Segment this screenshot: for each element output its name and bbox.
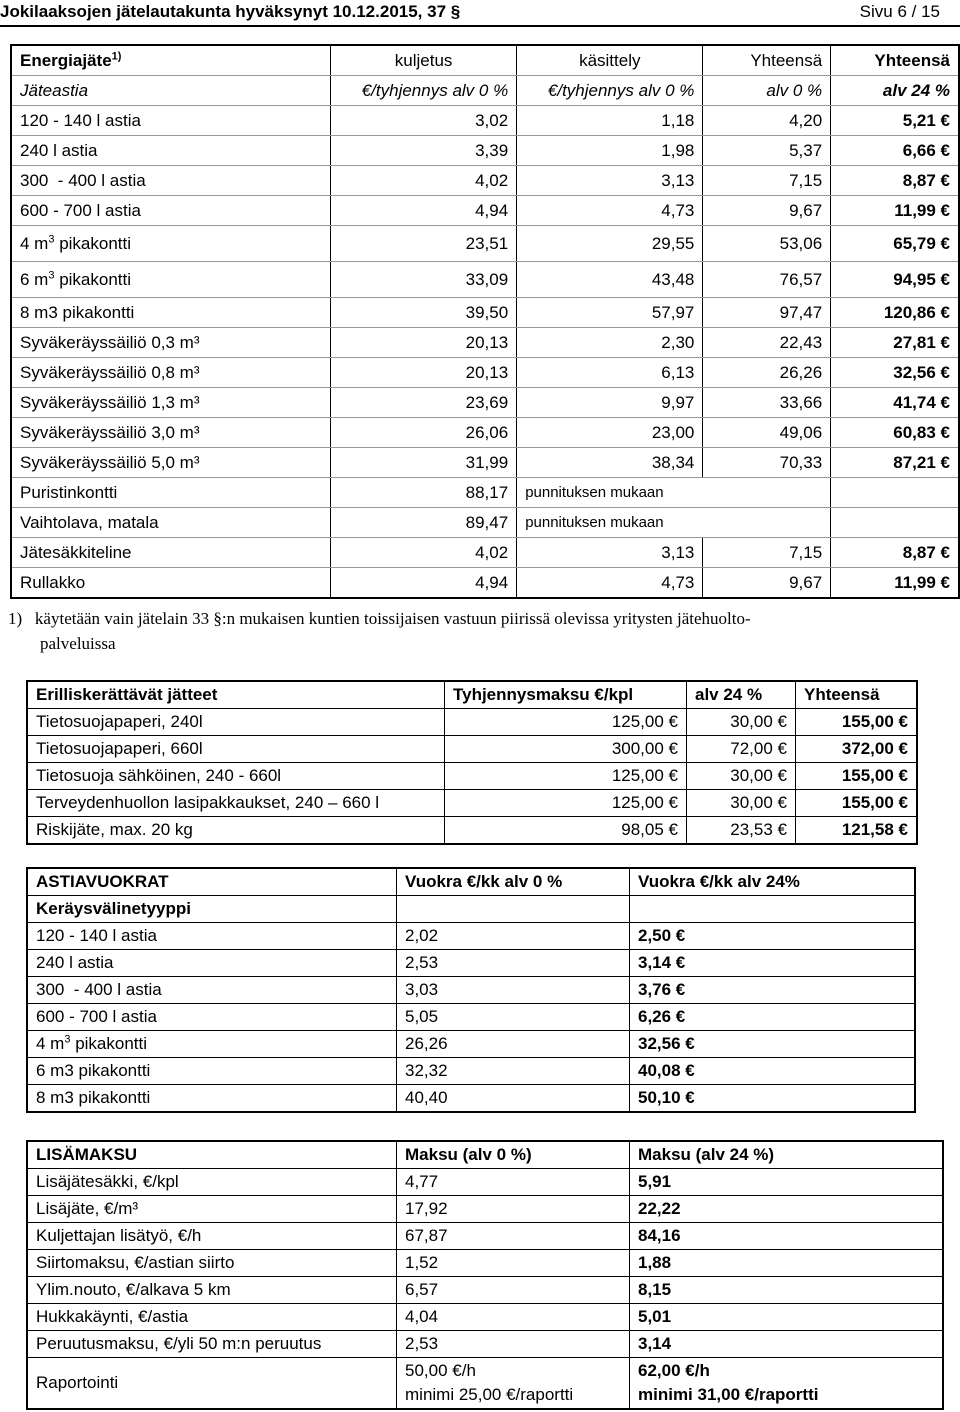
cell: 23,51 [331,226,517,262]
cell: 6,26 € [630,1004,916,1031]
energy-waste-table [10,44,960,599]
cell: 29,55 [517,226,703,262]
cell: 50,10 € [630,1085,916,1113]
table-row [27,1085,915,1113]
cell: 6,66 € [831,136,959,166]
column-header: Yhteensä [703,45,831,76]
table-row [11,196,959,226]
table-row [27,1358,943,1410]
column-header: käsittely [517,45,703,76]
cell [630,896,916,923]
table-row [27,1304,943,1331]
cell: 26,26 [703,358,831,388]
cell: 5,37 [703,136,831,166]
cell: 76,57 [703,262,831,298]
cell: 98,05 € [445,817,687,845]
row-label: 300 - 400 l astia [27,977,397,1004]
cell: 4,02 [331,538,517,568]
row-label: Ylim.nouto, €/alkava 5 km [27,1277,397,1304]
footnote [8,606,938,656]
cell: 2,53 [397,950,630,977]
cell: 5,05 [397,1004,630,1031]
column-header: ASTIAVUOKRAT [27,868,397,896]
cell: 3,14 € [630,950,916,977]
footnote-number: 1) [8,609,23,628]
column-header: LISÄMAKSU [27,1141,397,1169]
column-header: €/tyhjennys alv 0 % [517,76,703,106]
cell: 155,00 € [796,763,918,790]
subheader-label: Keräysvälinetyyppi [27,896,397,923]
row-label: Puristinkontti [11,478,331,508]
cell: 97,47 [703,298,831,328]
cell: 155,00 € [796,790,918,817]
row-label: Syväkeräyssäiliö 0,3 m³ [11,328,331,358]
cell: 1,52 [397,1250,630,1277]
cell: 121,58 € [796,817,918,845]
cell: 6,13 [517,358,703,388]
cell: 26,06 [331,418,517,448]
row-label: 6 $m^3$ pikakontti [11,262,331,298]
table-row [11,136,959,166]
table-row [11,568,959,599]
table-row [27,1031,915,1058]
cell: 3,03 [397,977,630,1004]
row-label: Kuljettajan lisätyö, €/h [27,1223,397,1250]
cell: 30,00 € [687,709,796,736]
cell: 22,43 [703,328,831,358]
row-label: Riskijäte, max. 20 kg [27,817,445,845]
footnote-text-continued: palveluissa [40,634,116,653]
column-header: kuljetus [331,45,517,76]
cell: 4,02 [331,166,517,196]
column-header: Energiajäte$^{1)}$ [11,45,331,76]
cell: 3,13 [517,538,703,568]
row-label: 4 $m^3$ pikakontti [27,1031,397,1058]
row-label: Syväkeräyssäiliö 5,0 m³ [11,448,331,478]
cell: 125,00 € [445,763,687,790]
row-label: Syväkeräyssäiliö 1,3 m³ [11,388,331,418]
cell: 26,26 [397,1031,630,1058]
row-label: Syväkeräyssäiliö 3,0 m³ [11,418,331,448]
table-row [27,736,917,763]
table-row [27,1058,915,1085]
cell [397,1358,630,1410]
column-header: alv 24 % [831,76,959,106]
row-label: 8 m3 pikakontti [11,298,331,328]
cell: 67,87 [397,1223,630,1250]
cell: 31,99 [331,448,517,478]
table-row [11,358,959,388]
cell: 8,15 [630,1277,944,1304]
cell: 23,69 [331,388,517,418]
row-label: Lisäjäte, €/m³ [27,1196,397,1223]
cell [831,508,959,538]
table-row [11,298,959,328]
column-header: Vuokra €/kk alv 0 % [397,868,630,896]
cell: 11,99 € [831,196,959,226]
table-row [27,790,917,817]
cell: 2,02 [397,923,630,950]
table-header-row [11,76,959,106]
cell: 4,73 [517,196,703,226]
table-header-row [27,1141,943,1169]
cell: 30,00 € [687,763,796,790]
column-header: Jäteastia [11,76,331,106]
table-row [11,448,959,478]
table-row [11,106,959,136]
cell: 7,15 [703,538,831,568]
row-label: Tietosuojapaperi, 240l [27,709,445,736]
cell: 27,81 € [831,328,959,358]
row-label: 6 m3 pikakontti [27,1058,397,1085]
cell: 65,79 € [831,226,959,262]
row-label: Raportointi [27,1358,397,1410]
cell: 40,40 [397,1085,630,1113]
row-label: 8 m3 pikakontti [27,1085,397,1113]
cell: 87,21 € [831,448,959,478]
table-header-row [27,681,917,709]
cell: 5,21 € [831,106,959,136]
cell: 11,99 € [831,568,959,599]
table-row [27,817,917,845]
cell: 39,50 [331,298,517,328]
table-row [27,896,915,923]
cell: 125,00 € [445,790,687,817]
row-label: Jätesäkkiteline [11,538,331,568]
cell-line: 50,00 €/h [405,1361,476,1380]
cell: 33,09 [331,262,517,298]
column-header: alv 0 % [703,76,831,106]
cell [831,478,959,508]
table-header-row [11,45,959,76]
row-label: 240 l astia [11,136,331,166]
cell: 5,01 [630,1304,944,1331]
column-header: Vuokra €/kk alv 24% [630,868,916,896]
cell: 60,83 € [831,418,959,448]
row-label: Tietosuoja sähköinen, 240 - 660l [27,763,445,790]
cell [397,896,630,923]
cell: 300,00 € [445,736,687,763]
cell: 3,14 [630,1331,944,1358]
row-label: Peruutusmaksu, €/yli 50 m:n peruutus [27,1331,397,1358]
table-row [11,262,959,298]
table-row [27,1277,943,1304]
table-row [27,709,917,736]
footnote-text: käytetään vain jätelain 33 §:n mukaisen kuntien toissijaisen vastuun piirissä olevissa yritysten jätehuolto- [34,609,751,628]
extra-charge-table [26,1140,944,1410]
cell: 57,97 [517,298,703,328]
cell: 8,87 € [831,166,959,196]
cell: 33,66 [703,388,831,418]
cell: 3,02 [331,106,517,136]
table-header-row [27,868,915,896]
cell-line: minimi 31,00 €/raportti [638,1385,819,1404]
cell: 3,39 [331,136,517,166]
cell: 125,00 € [445,709,687,736]
header-divider [0,25,960,27]
header-approval-text: Jokilaaksojen jätelautakunta hyväksynyt 10.12.2015, 37 § [0,2,461,21]
cell: 4,94 [331,196,517,226]
column-header: Maksu (alv 24 %) [630,1141,944,1169]
column-header: Maksu (alv 0 %) [397,1141,630,1169]
cell: 9,67 [703,568,831,599]
table-row [11,478,959,508]
cell-line: minimi 25,00 €/raportti [405,1385,574,1404]
page-header [0,0,960,26]
row-label: 120 - 140 l astia [27,923,397,950]
table-row [27,1250,943,1277]
cell: 22,22 [630,1196,944,1223]
table-row [27,1331,943,1358]
column-header: Tyhjennysmaksu €/kpl [445,681,687,709]
cell: 17,92 [397,1196,630,1223]
table-row [27,923,915,950]
cell: 8,87 € [831,538,959,568]
cell: 32,56 € [831,358,959,388]
table-row [27,1223,943,1250]
cell: punnituksen mukaan [517,478,831,508]
cell: 7,15 [703,166,831,196]
cell: 32,32 [397,1058,630,1085]
cell: 1,18 [517,106,703,136]
cell: 32,56 € [630,1031,916,1058]
row-label: 4 $m^3$ pikakontti [11,226,331,262]
column-header: Yhteensä [831,45,959,76]
table-row [11,226,959,262]
row-label: 120 - 140 l astia [11,106,331,136]
cell: 53,06 [703,226,831,262]
row-label: Lisäjätesäkki, €/kpl [27,1169,397,1196]
container-rent-table [26,867,916,1113]
cell: 4,04 [397,1304,630,1331]
row-label: 600 - 700 l astia [27,1004,397,1031]
row-label: 240 l astia [27,950,397,977]
cell: 23,00 [517,418,703,448]
column-header: Erilliskerättävät jätteet [27,681,445,709]
cell: 49,06 [703,418,831,448]
cell: 9,67 [703,196,831,226]
cell: 372,00 € [796,736,918,763]
cell: 38,34 [517,448,703,478]
table-row [27,1196,943,1223]
cell: 88,17 [331,478,517,508]
cell: 5,91 [630,1169,944,1196]
row-label: 300 - 400 l astia [11,166,331,196]
cell: 2,30 [517,328,703,358]
separate-waste-table [26,680,918,845]
table-row [11,538,959,568]
cell: 72,00 € [687,736,796,763]
cell: 89,47 [331,508,517,538]
column-header: €/tyhjennys alv 0 % [331,76,517,106]
row-label: Vaihtolava, matala [11,508,331,538]
cell: 4,73 [517,568,703,599]
cell-line: 62,00 €/h [638,1361,710,1380]
cell: 4,20 [703,106,831,136]
cell: 120,86 € [831,298,959,328]
cell [630,1358,944,1410]
cell: 20,13 [331,328,517,358]
cell: 2,50 € [630,923,916,950]
row-label: Terveydenhuollon lasipakkaukset, 240 – 660 l [27,790,445,817]
row-label: Syväkeräyssäiliö 0,8 m³ [11,358,331,388]
cell: 3,13 [517,166,703,196]
cell: 1,88 [630,1250,944,1277]
table-row [27,763,917,790]
table-row [11,166,959,196]
row-label: 600 - 700 l astia [11,196,331,226]
cell: 40,08 € [630,1058,916,1085]
cell: 84,16 [630,1223,944,1250]
cell: 155,00 € [796,709,918,736]
cell: 43,48 [517,262,703,298]
row-label: Hukkakäynti, €/astia [27,1304,397,1331]
page-number: Sivu 6 / 15 [859,2,940,21]
cell: 4,77 [397,1169,630,1196]
column-header: Yhteensä [796,681,918,709]
cell: 70,33 [703,448,831,478]
cell: 41,74 € [831,388,959,418]
cell: 6,57 [397,1277,630,1304]
table-row [11,418,959,448]
cell: 9,97 [517,388,703,418]
table-row [11,388,959,418]
cell: 20,13 [331,358,517,388]
cell: punnituksen mukaan [517,508,831,538]
cell: 3,76 € [630,977,916,1004]
table-row [27,1169,943,1196]
table-row [27,1004,915,1031]
cell: 2,53 [397,1331,630,1358]
cell: 94,95 € [831,262,959,298]
cell: 30,00 € [687,790,796,817]
cell: 1,98 [517,136,703,166]
cell: 4,94 [331,568,517,599]
table-row [11,508,959,538]
row-label: Siirtomaksu, €/astian siirto [27,1250,397,1277]
column-header: alv 24 % [687,681,796,709]
row-label: Tietosuojapaperi, 660l [27,736,445,763]
row-label: Rullakko [11,568,331,599]
table-row [11,328,959,358]
cell: 23,53 € [687,817,796,845]
table-row [27,950,915,977]
table-row [27,977,915,1004]
